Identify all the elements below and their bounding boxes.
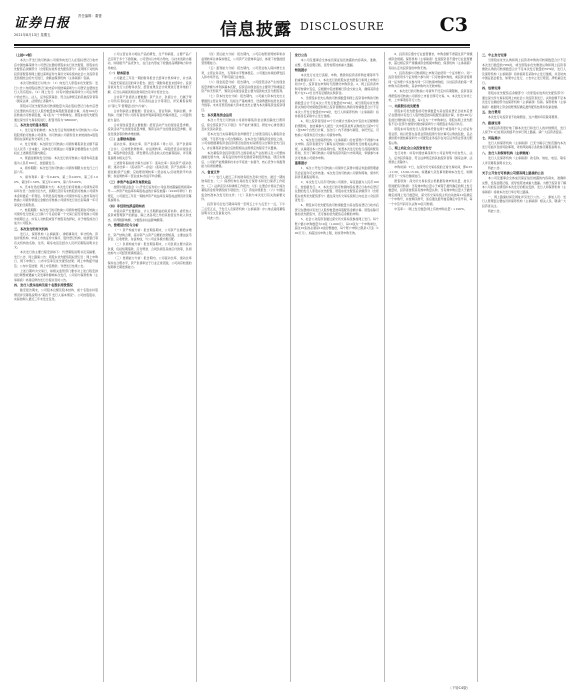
paragraph: 若本次发行实际募集资金净额低于上述项目拟投入募集资金总额，不足部分由公司自筹解决。在本次发行募集资金到位之前，公司将根据募集资金投资项目进度的实际情况以自筹资金先行投入，并在募集资金到位后按照相关法规规定的程序予以置换。 [201,132,286,150]
section-heading: 特别提示 [294,68,308,73]
section-heading: 八、发行人和保荐机构（主承销商） [482,150,532,155]
text-column [388,52,472,682]
paragraph: （七）资本性支出分析：报告期内，公司重大资本性支出主要围绕主营业务开展，包括生产基地建设、设备购置和信息化系统升级等。未来可预见的重大资本性支出主要为本次募集资金投资项目。 [201,94,286,112]
paragraph: 本公司及董事会全体成员保证信息披露的内容真实、准确和完整，没有虚假记载、误导性陈述或重大遗漏。为便于投资者了解本公司的有关情况和本次发行的相关安排，发行人和保荐机构（主承销商）将就本次发行举行网上路演。 [482,176,566,194]
paragraph: 当原股东优先认购和网上投资者申购的可转债数量合计不足本次发行数量的70%时，或当原股东优先缴款认购和网上投资者缴款认购的可转债数量合计不足本次发行数量的70%时，发行人及保荐机构（主承销商）将协商是否采取中止发行措施，并及时向中国证监会报告，如果中止发行，公告中止发行原因，择机重启发行。 [482,58,566,85]
section-heading: 三、中止发行安排 [482,53,507,57]
paragraph: 5、债券利率：第一年0.40%、第二年0.60%、第三年1.00%、第四年1.50%、第五年2.00%、第六年3.00%。 [14,175,98,184]
paragraph: 上述财务指标的计算方法如下：流动比率＝流动资产/流动负债；速动比率＝（流动资产－存货）/流动负债；资产负债率＝负债总额/资产总额；应收账款周转率＝营业收入/应收账款平均余额；存货周转率＝营业成本/存货平均余额。 [107,160,192,179]
continued-note: （下转C4版） [448,686,470,690]
paragraph: 流动比率、速动比率、资产负债率（母公司）、资产负债率（合并）、应收账款周转率、存货周转率、每股经营活动现金流量、每股净现金流量、研发费用占营业收入的比重等指标，详见募集说明书相关章节。 [107,142,192,160]
paragraph: 合并现金流量表主要数据：经营活动产生的现金流量净额、投资活动产生的现金流量净额、筹资活动产生的现金流量净额、现金及现金等价物净增加额。 [107,122,192,136]
section-heading: 五、发行费用 [482,110,501,115]
paragraph: （三）偿债能力分析：报告期内，公司流动比率、速动比率保持在合理水平，资产负债率处于行业正常范围，公司具有较强的短期和长期偿债能力。 [107,256,192,270]
paragraph: （一）发行人最近三年的财务报告及审计报告、最近一期的财务报告；（二）保荐机构出具的发行保荐书和发行保荐工作报告；（三）法律意见书和律师工作报告；（四）注册会计师关于前次募集资金使用情况的专项报告；（五）资信评级报告；（六）中国证监会核准本次发行的文件；（七）其他与本次发行有关的重要文件。 [201,174,286,202]
section-heading: 四、包销安排 [482,86,501,91]
text-column [201,52,285,682]
paragraph: 5、社会公众投资者通过深交所交易系统参加网上发行。每个账户最小申购数量为10张（1,000元），每10张为一个申购单位，超过10张的必须是10张的整数倍，每个账户申购上限是1万张（100万元），如超过该申购上限，则该笔申购无效。 [294,217,379,235]
paragraph: 7、投资者参与可转债网上申购只能使用一个证券账户。同一投资者使用多个证券账户参与同一只可转债申购的，或投资者使用同一证券账户多次参与同一只可转债申购的，以该投资者的第一笔申购为有效申购，其余申购均为无效申购。 [388,70,473,88]
masthead-rule [14,44,470,46]
section-heading: 二、网上向社会公众投资者发行 [388,146,432,151]
column-divider [290,52,291,682]
column-divider [384,52,385,682]
paragraph: 本次发行在发行流程、申购、缴款和投资者弃购处理等环节的重要提示如下：1、本次发行的原股东优先配售日和网上申购日同为T日，投资者在申购时无需缴付申购资金。2、网上投资者申购可转债中签后，应根据中签结果履行资金交收义务，确保其资金账户在T+2日日终有足额的认购资金。 [294,73,379,96]
paragraph: 本次发行的主要日程安排如下：刊登募集说明书及其摘要、发行公告、网上路演公告；原股东优先配售股权登记日；网上申购日、网下申购日；公布中签率及优先配售结果；网上申购摇号抽签；公布中签结果；网上中签缴款；刊登发行结果公告。 [14,250,98,268]
paragraph: 一、网上路演时间及网址详见发行公告。二、参加人员：发行人管理层主要成员和保荐机构（主承销商）相关人员。敬请广大投资者关注。 [482,194,566,208]
section-heading: 二、本次发行的基本情况 [14,123,49,128]
section-title-en: DISCLOSURE [300,20,385,33]
dateline: 2021年8月13日 星期五 [14,33,51,37]
paragraph: 3、票面金额和发行价格：本次发行的可转换公司债券每张面值为人民币100元，按面值发行。 [14,156,98,165]
paragraph: 1、发行证券的种类：本次发行证券的种类为可转换为公司A股股票的可转换公司债券。该可转换公司债券及未来转换的A股股票将在深圳证券交易所上市。 [14,128,98,142]
section-heading: 六、管理层讨论与分析 [107,223,139,228]
editor-credit: 责任编辑：董蕾 [78,14,102,18]
paragraph: 2、发行规模：本次拟发行可转换公司债券募集资金总额不超过人民币（含本数），具体发行规模由公司董事会根据股东大会授权在上述额度范围内确定。 [14,142,98,156]
section-heading: （上接C2版） [14,53,35,57]
paragraph: 为使投资者更好地了解本次发行和发行人的详细情况，发行人拟于T-1日在相关网络平台举行网上路演。请广大投资者留意。 [482,125,566,135]
paragraph: 公司主营业务为相关产品的研发、生产和销售，主要产品广泛应用于多个下游领域。公司坚持以市场为导向，以技术创新为驱动，持续提升产品竞争力，在行业内形成了较强的品牌影响力和市场地位。 [107,52,192,70]
section-heading: 三、本次发行的有关机构 [14,226,49,231]
paragraph: 按照中国证监会《公开发行证券的公司信息披露编报规则第9号——净资产收益率和每股收益的计算及披露》（2010年修订）的规定，公司最近三年及一期的净资产收益率及每股收益情况详见募集说明书。 [107,184,192,203]
section-heading: 发行公告 [294,53,308,57]
paragraph: （五）盈利能力分析：报告期内，公司营业收入保持增长态势，主营业务突出，毛利率水平整体稳定。公司通过持续的研发投入和市场开拓，不断巩固行业地位。 [201,66,286,79]
paragraph: 特此公告。 [488,165,503,170]
paragraph: 6、投资者应遵守行业监管要求，申购金额不得超过资产规模或资金规模。保荐机构（主承销商）发现投资者不遵守行业监管要求，超过相应资产规模或资金规模申购的，保荐机构（主承销商）有权认定该投资者的申购无效。 [388,52,473,70]
paragraph: 本次募集资金投资项目符合国家相关产业政策以及公司整体战略发展方向，具有良好的市场发展前景和经济效益。项目实施后，公司的产能规模和技术水平将进一步提升，核心竞争力和盈利能力将得到增强。 [201,150,286,169]
column-divider [196,52,197,682]
paragraph: 特此公告。 [207,216,222,221]
newspaper-logo: 证券日报 [14,16,71,31]
paragraph: 配售原则：深交所交易系统主机根据有效申购总量，按以下原则配售可转债：当有效申购总量小于或等于最终确定的网上发行数量时，投资者按照其有效申购量认购；当有效申购总量大于最终确定的网上发行数量时，深交所交易系统主机自动按每10张确定一个申购号，并按顺序排号，而后通过摇号抽签确定中签号码，每一个中签号码可以认购10张可转债。 [388,179,473,206]
section-heading: 七、本次募集资金运用 [201,113,233,117]
paragraph: 发行人、保荐机构（主承销商）、律师事务所、审计机构、资信评级机构、申请上市的证券交易所、股份登记机构、收款银行等有关机构的名称、住所、联系电话及经办人员详见募集说明书全文。 [14,231,98,250]
section-heading: 七、风险揭示 [482,135,501,140]
paragraph: 上述日期均为交易日，如相关监管部门要求对上述日程安排进行调整或遇重大突发事件影响本次发行，公司将与保荐机构（主承销商）协商后修改发行日程并及时公告。 [14,268,98,282]
paragraph: 发行人及保荐机构（主承销商）的名称、地址、电话、联系人详见募集说明书全文。 [482,156,566,165]
paragraph: 截至报告期末，公司股本总额及股本结构、前十名股东持股情况详见募集说明书“第四节 发行人基本情况”。公司控股股东、实际控制人最近三年未发生变化。 [14,288,98,302]
text-column [108,52,192,682]
paragraph: 本次公开发行可转换公司债券募集资金总额扣除发行费用后，拟全部投资于以下项目：年产能扩建项目、研发中心建设项目及补充流动资金。 [201,118,286,132]
paragraph: 4、网上投资者连续12个月内累计出现3次中签但未足额缴款的情形时，自结算参与人最近一次申报其放弃认购的次日起6个月（按180个自然日计算，含次日）内不得参与新股、存托凭证、可转换公司债券及可交换公司债券申购。 [294,119,379,137]
paragraph: 本次可转债发行对象为：（1）向发行人原股东优先配售：发行公告公布的股权登记日收市后中国结算深圳分公司登记在册的发行人所有股东。（2）网上发行：持有中国结算深圳分公司证券账户的自然人、法人、证券投资基金、符合法律规定的其他投资者等（国家法律、法规禁止者除外）。 [14,81,98,104]
paragraph: 6、还本付息的期限和方式：本次发行的可转换公司债券采用每年付息一次的付息方式，到期归还所有未转股的可转换公司债券本金和最后一年利息。年利息指可转换公司债券持有人按持有的可转换公司债券票面总金额自可转换公司债券发行首日起每满一年可享受的当期利息。 [14,184,98,207]
paragraph: 4、原股东可优先配售的可转债数量为其在股权登记日收市后登记在册的持有发行人股份数量按每股配售金额计算。原股东除可参加优先配售外，还可参加优先配售后余额的申购。 [294,203,379,217]
column-divider [103,52,104,682]
text-column [14,52,98,682]
section-heading: 六、路演安排 [482,120,501,125]
paragraph: 原股东持有的发行人股票如托管在两个或者两个以上的证券营业部，则以托管在各营业部的股票分别计算可认购的张数，且必须依照中国结算深圳分公司配股业务指引在对应证券营业部进行配售认购。 [388,127,473,145]
section-heading: （三）净资产收益率及每股收益 [107,179,151,184]
paragraph: 公司最近三年及一期的财务报告已经审计机构审计，并出具了标准无保留意见的审计报告。最近一期财务报表未经审计。投资者欲对发行人的财务状况、经营成果及会计政策进行更详细的了解，应当认真阅读相关财务报告及审计报告全文。 [107,76,192,94]
paragraph: 投资者可在发行期间每周一至周五上午九点至十一点，下午三点至五点，于发行人及保荐机构（主承销商）办公地点查阅募集说明书全文及备查文件。 [201,202,286,216]
paragraph: 特此公告。 [488,208,503,213]
paragraph: （二）负债构成分析：报告期各期末，公司负债主要为流动负债，包括短期借款、应付账款、合同负债及其他应付款等，负债结构与公司经营规模相适应。 [107,242,192,256]
paragraph: （六）现金流量分析：报告期内，公司经营活动产生的现金流量净额与净利润基本匹配，投资活动现金流出主要用于购建固定资产和无形资产，筹资活动现金流量主要为借款收支及分配股利。 [201,80,286,93]
paragraph: 非流动资产处置损益、计入当期损益的政府补助、委托他人投资或管理资产的损益、除上述各项之外的其他营业外收入和支出、所得税影响额、少数股东权益影响额等。 [107,208,192,222]
paragraph: 3、当原股东优先认购的可转债数量和网上投资者申购的可转债数量合计不足本次公开发行数量的70%时，或当原股东优先缴款认购的可转债数量和网上投资者缴款认购的可转债数量合计不足本次公开发行数量的70%时，发行人和保荐机构（主承销商）将协商是否采取中止发行措施。 [294,96,379,119]
paragraph: 原股东优先配售后余额部分（含原股东放弃优先配售部分）通过深交所交易系统网上向社会公众投资者发行，认购金额不足本次发行总额的部分由保荐机构（主承销商）包销。保荐机构（主承销商）根据网上资金到账情况确定最终配售结果和包销金额。 [482,91,566,109]
paragraph: 4、债券期限：本次发行的可转换公司债券期限为自发行之日起六年。 [14,165,98,175]
paragraph: 2、本次发行人民币可转换公司债券，每张面值为人民币100元，按面值发行。3、本次发行的可转债向股权登记日收市后登记在册的发行人原股东优先配售，原股东优先配售后余额部分（含原股东放弃优先配售部分）通过深交所交易系统网上向社会公众投资者发行。 [294,180,379,203]
paragraph: （四）营运能力分析：报告期内，公司应收账款周转率和存货周转率总体保持稳定，公司资产运营效率良好，体现了较强的经营管理能力。 [201,52,286,65]
column-divider [477,52,478,682]
paragraph: 本次发行对投资者不收取佣金、过户费和印花税等费用。 [488,115,561,120]
paragraph: 原股东可优先配售的可转债数量为其在股权登记日收市后登记在册的持有发行人股份数量按每股配售面值计算，并按100元/张的比例转换为张数，每1张为一个申购单位。原股东网上优先配售不足1张部分按照中国结算深圳分公司配股业务指引执行。 [388,108,473,127]
text-column [295,52,379,682]
text-column [482,52,566,682]
section-title: 信息披露 [220,20,292,40]
paragraph: 原股东可优先配售的可转债数量为其在股权登记日收市后登记在册的持有发行人股份数量按每股配售面值计算，并按100元/张转换为可转债张数，每1张为一个申购单位。原股东的优先配售通过深交所交易系统进行，配售代码为“080000”。 [14,104,98,122]
paragraph: 1、本次公开发行可转换公司债券已获得中国证券监督管理委员会证监许可文件核准。本次发行的可转换公司债券简称、债券代码详见募集说明书。 [294,166,379,180]
paragraph: 8、本次发行的可转换公司债券不设定持有期限制，投资者获得配售的可转换公司债券上市首日即可交易。9、本次发行并非上市，上市事项将另行公告。 [388,89,473,102]
paragraph: 合并利润表主要数据：营业收入、营业利润、利润总额、净利润、归属于母公司所有者的净利润等项目均保持稳定，公司盈利能力良好。 [107,108,192,122]
paragraph: 本次公开发行的可转换公司债券向发行人在股权登记日收市后中国结算深圳分公司登记在册的原股东实行优先配售，原股东优先配售后余额部分（含原股东放弃优先配售部分）采用网下对机构投资者配售和网上通过深圳证券交易所交易系统向社会公众投资者发售相结合的方式进行，余额由保荐机构（主承销商）包销。 [14,58,98,81]
masthead-rule-thin [14,47,470,48]
section-heading: 八、备查文件 [201,169,220,174]
paragraph: 7、转股期限：本次发行的可转换公司债券转股期自可转换公司债券发行结束之日满六个月后的第一个交易日起至可转换公司债券到期日止。持有人对转股或者不转股有选择权，并于转股的次日成为公司股东。 [14,207,98,226]
section-heading: 重要提示 [294,161,308,166]
page-number: C3 [439,14,468,36]
section-heading: （一）财务报表 [107,71,130,75]
paragraph: 发行人和保荐机构（主承销商）已充分揭示已知范围内本次发行可能涉及的风险事项，详细风险揭示条款参见募集说明书。 [482,140,566,150]
paragraph: （一）资产构成分析：报告期各期末，公司资产总额稳步增长，资产结构合理，流动资产占资产总额的比例较高，主要由货币资金、应收账款、存货构成，与公司业务模式相匹配。 [107,228,192,242]
article-body [14,52,566,682]
paragraph: 合并资产负债表主要数据：资产总计、负债合计、归属于母公司所有者权益合计、所有者权益合计等项目，详见募集说明书“第七节 管理层讨论与分析”。 [107,94,192,108]
paragraph: 中签率＝（网上发行数量/网上有效申购总量）×100%。 [394,206,467,211]
section-heading: （四）非经常性损益明细表 [107,203,145,208]
paragraph: 申购时间：T日，在深交所交易系统的正常交易时间，即9:15-11:30，13:00-15:00。如遇重大突发事件影响本次发行，则顺延至下一交易日继续进行。 [388,165,473,179]
section-heading: （二）主要财务指标 [107,137,136,142]
paragraph: 发行对象：持有中国结算深圳分公司证券账户的自然人、法人、证券投资基金、符合法律规定的其他投资者等（国家法律、法规禁止者除外）。 [388,151,473,165]
paragraph: 本公司及董事会全体成员保证信息披露的内容真实、准确、完整，没有虚假记载、误导性陈述或重大遗漏。 [294,58,379,67]
paragraph: 5、本次发行的保荐机构（主承销商）的自营账户不得参与本次申购。投资者须充分了解有关可转换公司债券发行的相关法律法规，认真阅读本公告的各项内容，知悉本次发行的发行流程和配售原则，充分了解可转换公司债券投资风险与市场风险，审慎参与本次可转换公司债券申购。 [294,137,379,160]
section-heading: 四、发行人股本结构及前十名股东持股情况 [14,283,73,288]
masthead [14,12,470,42]
section-heading: 关于公开发行可转换公司债券网上路演的公告 [482,171,544,176]
section-heading: 一、向原股东优先配售 [388,103,420,108]
